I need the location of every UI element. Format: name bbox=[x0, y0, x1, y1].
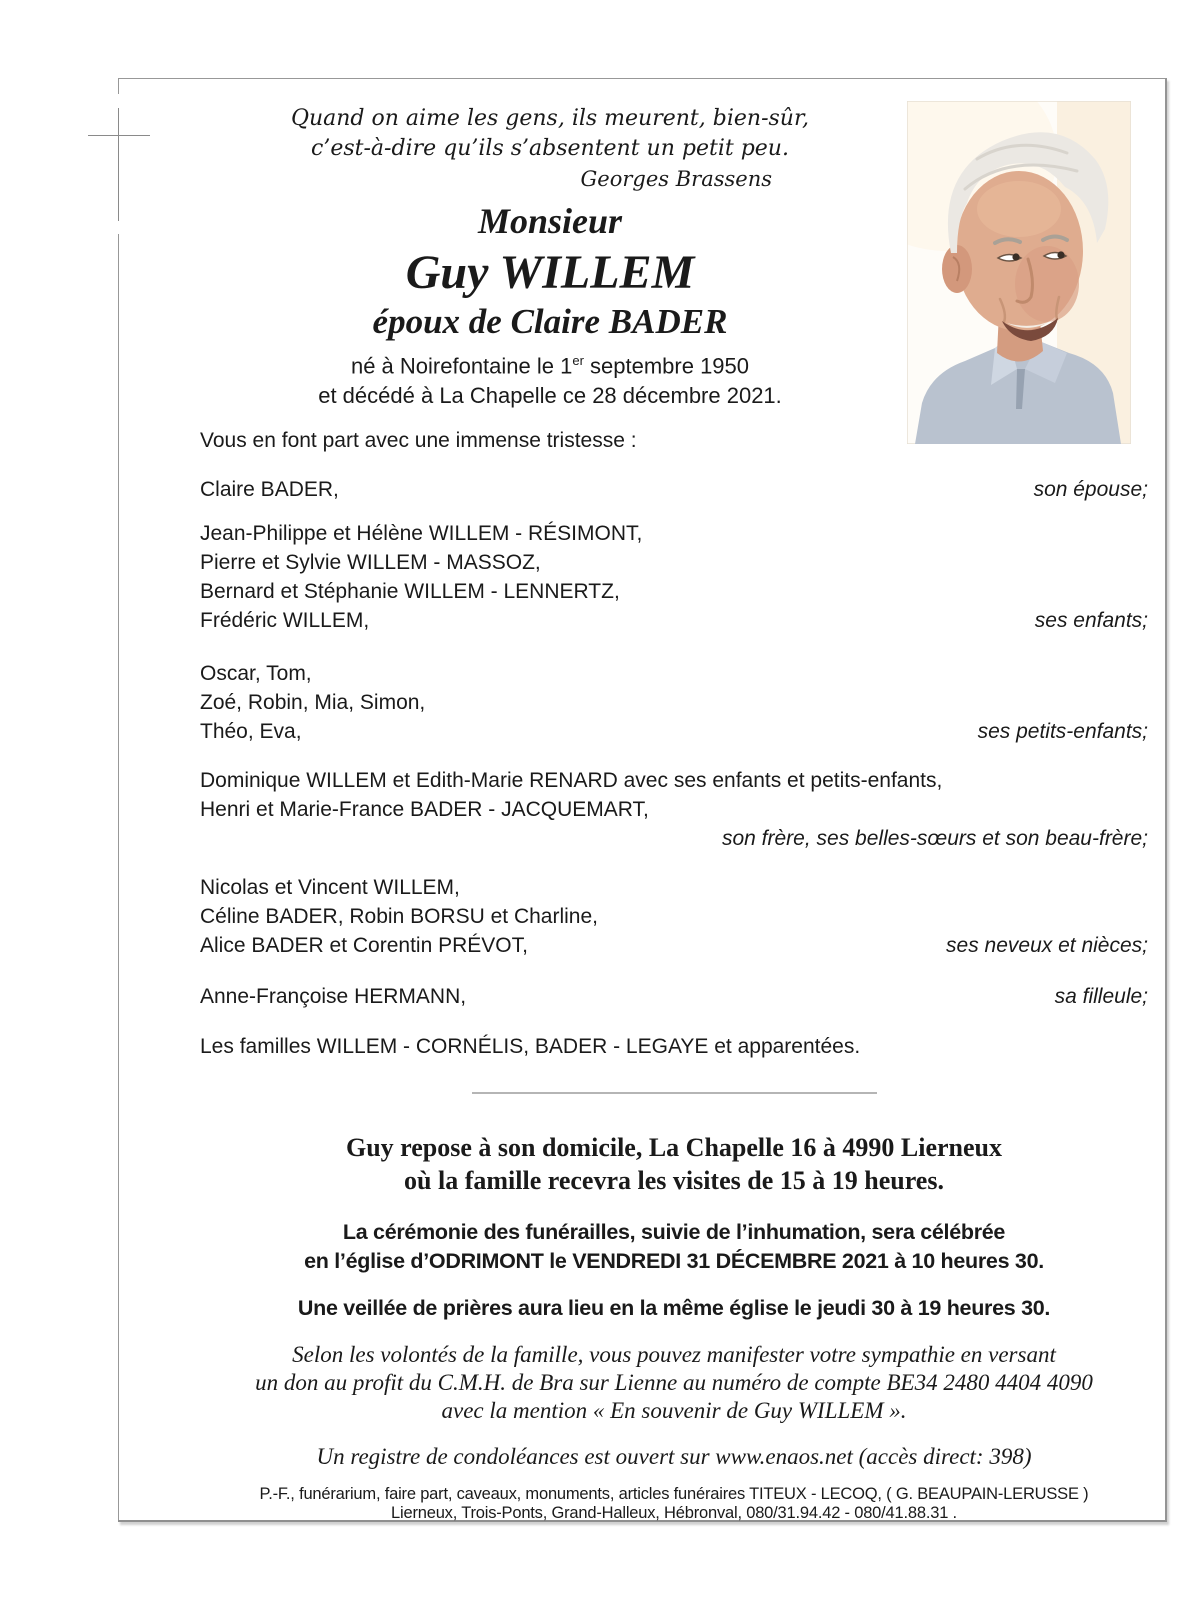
family-names: Oscar, Tom, bbox=[200, 662, 312, 686]
family-line bbox=[200, 717, 1148, 746]
donation-line-2: un don au profit du C.M.H. de Bra sur Lienne au numéro de compte BE34 2480 4404 4090 bbox=[255, 1370, 1093, 1396]
funeral-block bbox=[200, 1218, 1148, 1276]
relation-label: ses enfants; bbox=[1034, 609, 1148, 633]
family-names: Nicolas et Vincent WILLEM, bbox=[200, 876, 460, 900]
family-names: Céline BADER, Robin BORSU et Charline, bbox=[200, 905, 598, 929]
family-line bbox=[200, 577, 1148, 606]
spouse-line: époux de Claire BADER bbox=[372, 302, 728, 341]
relation-label: son frère, ses belles-sœurs et son beau-frère; bbox=[721, 827, 1148, 851]
family-line bbox=[200, 475, 1148, 504]
vigil-line bbox=[200, 1294, 1148, 1323]
family-line bbox=[200, 795, 1148, 824]
family-names: Anne-Françoise HERMANN, bbox=[200, 985, 467, 1009]
family-line bbox=[200, 519, 1148, 548]
family-line bbox=[200, 982, 1148, 1011]
family-names: Zoé, Robin, Mia, Simon, bbox=[200, 691, 426, 715]
relation-label: ses petits-enfants; bbox=[977, 720, 1148, 744]
funeral-line-1: La cérémonie des funérailles, suivie de l’inhumation, sera célébrée bbox=[342, 1220, 1006, 1245]
header-column bbox=[200, 79, 900, 411]
funeral-home-footer bbox=[200, 1485, 1148, 1523]
birth-text-suffix: septembre 1950 bbox=[583, 353, 750, 379]
birth-text: né à Noirefontaine le 1 bbox=[350, 353, 573, 379]
families-line bbox=[200, 1032, 1148, 1061]
family-line bbox=[200, 873, 1148, 902]
deceased-name: Guy WILLEM bbox=[405, 246, 695, 299]
family-relation-line bbox=[200, 824, 1148, 853]
repose-line-1: Guy repose à son domicile, La Chapelle 16 à 4990 Lierneux bbox=[345, 1133, 1003, 1163]
card-content bbox=[118, 79, 1165, 1523]
family-names: Bernard et Stéphanie WILLEM - LENNERTZ, bbox=[200, 580, 620, 604]
family-names: Théo, Eva, bbox=[200, 720, 302, 744]
relation-label: ses neveux et nièces; bbox=[946, 934, 1148, 958]
family-names: Dominique WILLEM et Edith-Marie RENARD avec ses enfants et petits-enfants, bbox=[200, 769, 943, 793]
family-names: Alice BADER et Corentin PRÉVOT, bbox=[200, 934, 528, 958]
repose-line-2: où la famille recevra les visites de 15 à 19 heures. bbox=[404, 1166, 944, 1196]
families-line-group bbox=[200, 1032, 1148, 1061]
family-line bbox=[200, 548, 1148, 577]
condolence-register-line bbox=[200, 1443, 1148, 1471]
vigil-text: Une veillée de prières aura lieu en la même église le jeudi 30 à 19 heures 30. bbox=[297, 1296, 1051, 1321]
relation-label: sa filleule; bbox=[1054, 985, 1148, 1009]
footer-line-1: P.-F., funérarium, faire part, caveaux, monuments, articles funéraires TITEUX - LECOQ, ( G. BEAUPAIN-LERUSSE ) bbox=[259, 1485, 1089, 1504]
family-names: Claire BADER, bbox=[200, 478, 339, 502]
family-group-grandchildren bbox=[200, 659, 1148, 746]
footer-line-2: Lierneux, Trois-Ponts, Grand-Halleux, Hébronval, 080/31.94.42 - 080/41.88.31 . bbox=[391, 1504, 957, 1523]
condolence-register-text: Un registre de condoléances est ouvert sur www.enaos.net (accès direct: 398) bbox=[316, 1444, 1032, 1470]
relation-label: son épouse; bbox=[1033, 478, 1148, 502]
family-line bbox=[200, 659, 1148, 688]
family-line bbox=[200, 766, 1148, 795]
family-group-nephews bbox=[200, 873, 1148, 960]
family-group-spouse bbox=[200, 475, 1148, 504]
family-line bbox=[200, 606, 1148, 635]
family-names: Henri et Marie-France BADER - JACQUEMART, bbox=[200, 798, 649, 822]
family-group-siblings bbox=[200, 766, 1148, 853]
portrait-illustration bbox=[907, 101, 1131, 444]
family-line bbox=[200, 931, 1148, 960]
birth-line bbox=[200, 346, 900, 381]
death-line: et décédé à La Chapelle ce 28 décembre 2021. bbox=[318, 383, 782, 409]
family-names: Les familles WILLEM - CORNÉLIS, BADER - LEGAYE et apparentées. bbox=[200, 1035, 861, 1059]
intro-line: Vous en font part avec une immense tristesse : bbox=[200, 429, 637, 453]
family-group-goddaughter bbox=[200, 982, 1148, 1011]
quote-line-2: c’est-à-dire qu’ils s’absentent un petit peu. bbox=[311, 136, 789, 161]
quote-line-1: Quand on aime les gens, ils meurent, bien-sûr, bbox=[290, 106, 810, 131]
card-frame bbox=[118, 78, 1167, 1522]
donation-line-1: Selon les volontés de la famille, vous pouvez manifester votre sympathie en versant bbox=[292, 1342, 1056, 1368]
family-line bbox=[200, 688, 1148, 717]
donation-line-3: avec la mention « En souvenir de Guy WILLEM ». bbox=[441, 1398, 907, 1424]
quote-attribution: Georges Brassens bbox=[580, 167, 772, 191]
donation-block bbox=[200, 1341, 1148, 1425]
family-names: Frédéric WILLEM, bbox=[200, 609, 370, 633]
section-divider bbox=[472, 1092, 877, 1094]
birth-ordinal-suffix: er bbox=[572, 353, 584, 368]
salutation: Monsieur bbox=[477, 201, 623, 241]
funeral-line-2: en l’église d’ODRIMONT le VENDREDI 31 DÉCEMBRE 2021 à 10 heures 30. bbox=[304, 1249, 1044, 1274]
repose-block bbox=[200, 1131, 1148, 1197]
portrait-photo bbox=[907, 101, 1131, 444]
family-group-children bbox=[200, 519, 1148, 635]
family-names: Pierre et Sylvie WILLEM - MASSOZ, bbox=[200, 551, 541, 575]
family-line bbox=[200, 902, 1148, 931]
family-names: Jean-Philippe et Hélène WILLEM - RÉSIMONT, bbox=[200, 522, 643, 546]
